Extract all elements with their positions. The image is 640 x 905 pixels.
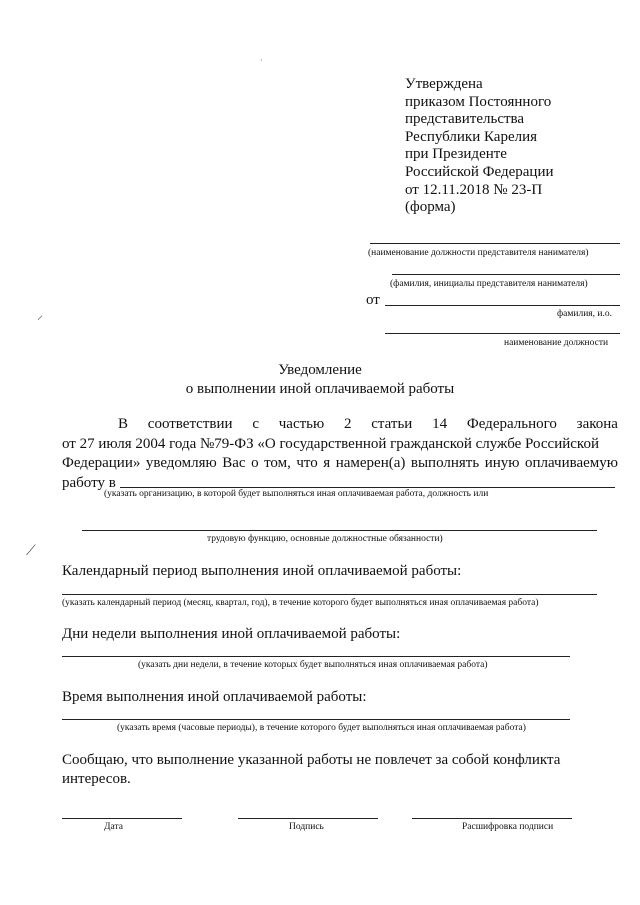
from-name-caption: фамилия, и.о. [557,309,612,319]
body-word: Федерального [466,416,557,432]
date-line[interactable] [62,818,182,819]
body-word: Вас [222,455,246,471]
body-word: оплачиваемую [524,455,618,471]
time-caption: (указать время (часовые периоды), в течение которого будет выполняться иная оплачиваемая работа) [117,723,526,733]
approval-line: представительства [405,111,525,128]
body-line-2: от 27 июля 2004 года №79-ФЗ «О государственной гражданской службе Российской [62,435,599,452]
body-word: о [251,455,259,471]
body-line-4: работу в [62,474,116,491]
body-word: намерен(а) [335,455,406,471]
period-line[interactable] [62,594,597,595]
body-line-1 [62,415,618,435]
from-position-line[interactable] [385,333,620,334]
employer-position-line[interactable] [370,243,620,244]
approval-line: (форма) [405,199,456,216]
body-word: том, [264,455,291,471]
organization-line[interactable] [120,487,615,488]
organization-caption: (указать организацию, в которой будет выполняться иная оплачиваемая работа, должность или [104,489,489,499]
scan-mark: ⸝ [37,308,44,322]
body-line-3 [62,454,618,474]
time-line[interactable] [62,719,570,720]
body-word: 2 [343,416,352,432]
body-word: 14 [432,416,448,432]
body-word: уведомляю [145,455,217,471]
scan-mark: ⟋ [26,544,36,559]
statement-line-2: интересов. [62,771,131,787]
from-position-caption: наименование должности [504,338,609,348]
body-word: иную [484,455,520,471]
from-name-line[interactable] [385,305,620,306]
approval-line: при Президенте [405,146,507,163]
employer-name-caption: (фамилия, инициалы представителя нанимателя) [390,279,588,289]
signature-caption: Подпись [289,822,324,832]
statement-line-1: Сообщаю, что выполнение указанной работы не повлечет за собой конфликта [62,752,561,768]
body-word: частью [278,416,325,432]
body-word: соответствии [147,416,233,432]
days-label: Дни недели выполнения иной оплачиваемой работы: [62,626,401,642]
from-label: от [366,292,380,308]
approval-line: Российской Федерации [405,163,554,180]
employer-position-caption: (наименование должности представителя нанимателя) [368,248,589,258]
function-caption: трудовую функцию, основные должностные обязанности) [207,534,443,544]
body-word: статьи [371,416,413,432]
body-word: Федерации» [62,455,141,471]
days-caption: (указать дни недели, в течение которых будет выполняться иная оплачиваемая работа) [138,660,488,670]
body-word: выполнять [410,455,480,471]
body-word: с [252,416,259,432]
decode-line[interactable] [412,818,572,819]
approval-line: от 12.11.2018 № 23-П [405,181,543,198]
decode-caption: Расшифровка подписи [462,822,554,832]
body-word: я [323,455,331,471]
body-word: В [118,416,129,432]
approval-line: Утверждена [405,76,483,92]
approval-line: Республики Карелия [405,128,538,145]
signature-line[interactable] [238,818,378,819]
document-subtitle: о выполнении иной оплачиваемой работы [185,381,455,397]
time-label: Время выполнения иной оплачиваемой работы: [62,689,367,705]
period-caption: (указать календарный период (месяц, квартал, год), в течение которого будет выполняться иная оплачиваемая работа) [62,598,539,608]
employer-name-line[interactable] [392,274,620,275]
body-paragraph [62,415,618,493]
period-label: Календарный период выполнения иной оплачиваемой работы: [62,563,462,579]
approval-line: приказом Постоянного [405,93,552,110]
body-word: что [296,455,318,471]
scan-mark: · [260,56,263,65]
function-line[interactable] [82,530,597,531]
document-title: Уведомление [278,362,362,378]
approval-block [405,76,554,217]
date-caption: Дата [104,822,123,832]
body-word: закона [576,416,618,432]
days-line[interactable] [62,656,570,657]
